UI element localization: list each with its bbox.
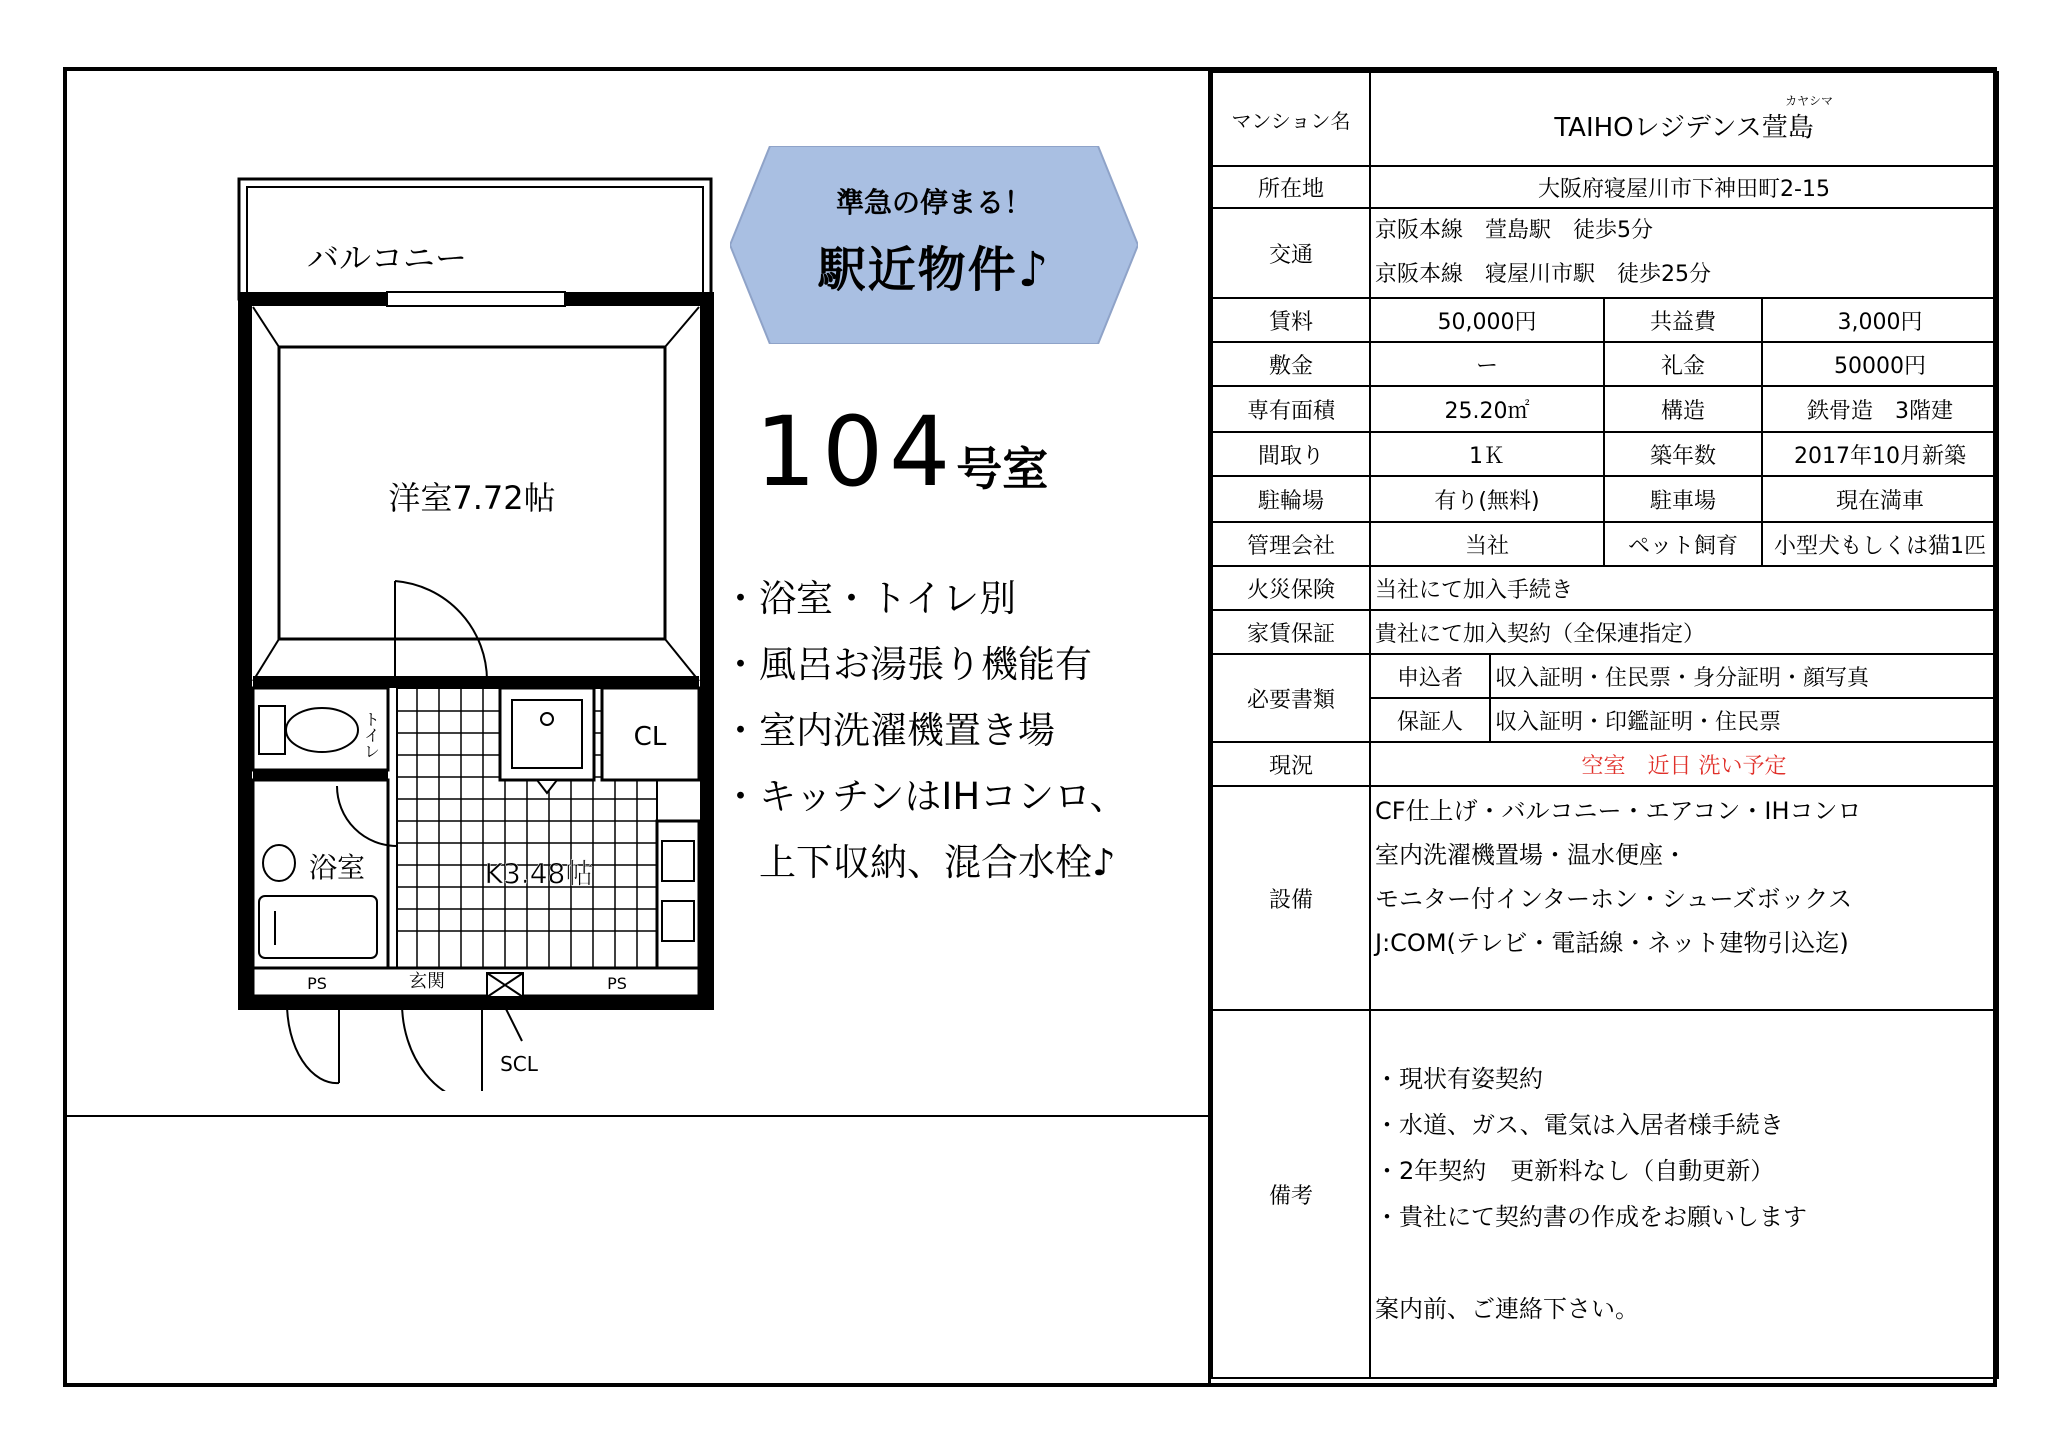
fire-insurance-label: 火災保険 [1212, 566, 1370, 610]
fire-insurance-value: 当社にて加入手続き [1370, 566, 1998, 610]
rent-label: 賃料 [1212, 298, 1370, 342]
toilet-label: トイレ [361, 711, 381, 759]
status-value: 空室 近日 洗い予定 [1370, 742, 1998, 786]
management-value: 当社 [1370, 522, 1604, 566]
row-address [1212, 166, 1998, 208]
badge-text-top: 準急の停まる！ [835, 186, 1032, 219]
equipment-label: 設備 [1212, 786, 1370, 1010]
bath-label: 浴室 [308, 851, 366, 884]
key-money-value: 50000円 [1762, 342, 1998, 386]
row-management [1212, 522, 1998, 566]
parking-value: 現在満車 [1762, 476, 1998, 522]
scl-label: SCL [500, 1052, 538, 1076]
room-number [755, 396, 1048, 508]
row-equipment [1212, 786, 1998, 1010]
remarks-line: ・2年契約 更新料なし（自動更新） [1375, 1157, 1775, 1185]
deposit-label: 敷金 [1212, 342, 1370, 386]
structure-value: 鉄骨造 3階建 [1762, 386, 1998, 432]
key-money-label: 礼金 [1604, 342, 1762, 386]
management-label: 管理会社 [1212, 522, 1370, 566]
remarks-line [1375, 1240, 1993, 1286]
western-room-label: 洋室7.72帖 [388, 479, 556, 517]
pet-value: 小型犬もしくは猫1匹 [1762, 522, 1998, 566]
row-deposit [1212, 342, 1998, 386]
feature-item: ・風呂お湯張り機能有 [722, 643, 1092, 686]
transport-line: 京阪本線 寝屋川市駅 徒歩25分 [1375, 262, 1711, 287]
common-fee-label: 共益費 [1604, 298, 1762, 342]
applicant-label: 申込者 [1370, 654, 1490, 698]
row-transport [1212, 208, 1998, 298]
guarantor-label: 保証人 [1370, 698, 1490, 742]
applicant-docs: 収入証明・住民票・身分証明・顔写真 [1490, 654, 1998, 698]
feature-item: ・室内洗濯機置き場 [722, 709, 1055, 752]
balcony-label: バルコニー [306, 239, 468, 277]
feature-item: ・浴室・トイレ別 [722, 577, 1017, 620]
flyer-sheet [63, 67, 1997, 1387]
row-mansion-name [1212, 72, 1998, 166]
left-panel [67, 71, 1211, 1383]
parking-label: 駐車場 [1604, 476, 1762, 522]
transport-line: 京阪本線 萱島駅 徒歩5分 [1375, 218, 1653, 243]
mansion-name: TAIHOレジデンス萱島 [1554, 112, 1814, 143]
entrance-label: 玄関 [409, 971, 445, 992]
floor-plan [157, 121, 717, 1091]
transport-value [1370, 208, 1998, 298]
bottom-divider [67, 1115, 1208, 1117]
equipment-line: 室内洗濯機置場・温水便座・ [1375, 841, 1687, 869]
row-fire-insurance [1212, 566, 1998, 610]
built-label: 築年数 [1604, 432, 1762, 476]
feature-list [722, 566, 1127, 896]
equipment-value [1370, 786, 1998, 1010]
row-status [1212, 742, 1998, 786]
row-area [1212, 386, 1998, 432]
remarks-line: ・貴社にて契約書の作成をお願いします [1375, 1203, 1807, 1231]
mansion-name-cell [1370, 72, 1998, 166]
area-value: 25.20㎡ [1370, 386, 1604, 432]
rent-guarantee-label: 家賃保証 [1212, 610, 1370, 654]
row-docs-applicant [1212, 654, 1998, 698]
deposit-value: ー [1370, 342, 1604, 386]
structure-label: 構造 [1604, 386, 1762, 432]
property-info-table [1211, 71, 1994, 1383]
rent-value: 50,000円 [1370, 298, 1604, 342]
common-fee-value: 3,000円 [1762, 298, 1998, 342]
ps-left-label: PS [307, 974, 327, 993]
mansion-name-ruby: カヤシマ [1785, 93, 1834, 108]
row-bike [1212, 476, 1998, 522]
room-number-value: 104 [755, 396, 957, 508]
rent-guarantee-value: 貴社にて加入契約（全保連指定） [1370, 610, 1998, 654]
equipment-line: CF仕上げ・バルコニー・エアコン・IHコンロ [1375, 797, 1862, 825]
remarks-line: ・水道、ガス、電気は入居者様手続き [1375, 1111, 1784, 1139]
documents-label: 必要書類 [1212, 654, 1370, 742]
equipment-line: J:COM(テレビ・電話線・ネット建物引込迄) [1375, 929, 1849, 957]
room-number-suffix: 号室 [956, 442, 1049, 496]
status-label: 現況 [1212, 742, 1370, 786]
guarantor-docs: 収入証明・印鑑証明・住民票 [1490, 698, 1998, 742]
washer-space [500, 688, 594, 780]
remarks-value [1370, 1010, 1998, 1378]
built-value: 2017年10月新築 [1762, 432, 1998, 476]
address-value: 大阪府寝屋川市下神田町2-15 [1370, 166, 1998, 208]
ps-right-label: PS [607, 974, 627, 993]
feature-item: ・キッチンはIHコンロ、 [722, 775, 1127, 818]
pet-label: ペット飼育 [1604, 522, 1762, 566]
remarks-label: 備考 [1212, 1010, 1370, 1378]
feature-item: 上下収納、混合水栓♪ [722, 841, 1116, 884]
row-remarks [1212, 1010, 1998, 1378]
equipment-line: モニター付インターホン・シューズボックス [1375, 885, 1853, 913]
badge-text-main: 駅近物件♪ [817, 242, 1051, 298]
layout-value: 1Ｋ [1370, 432, 1604, 476]
bike-label: 駐輪場 [1212, 476, 1370, 522]
address-label: 所在地 [1212, 166, 1370, 208]
row-layout [1212, 432, 1998, 476]
bike-value: 有り(無料) [1370, 476, 1604, 522]
closet-label: CL [633, 722, 667, 752]
layout-label: 間取り [1212, 432, 1370, 476]
area-label: 専有面積 [1212, 386, 1370, 432]
mansion-name-label: マンション名 [1212, 72, 1370, 166]
kitchen-label: K3.48帖 [484, 857, 594, 890]
remarks-line: ・現状有姿契約 [1375, 1065, 1543, 1093]
transport-label: 交通 [1212, 208, 1370, 298]
row-rent-guarantee [1212, 610, 1998, 654]
row-rent [1212, 298, 1998, 342]
remarks-line: 案内前、ご連絡下さい。 [1375, 1295, 1639, 1323]
